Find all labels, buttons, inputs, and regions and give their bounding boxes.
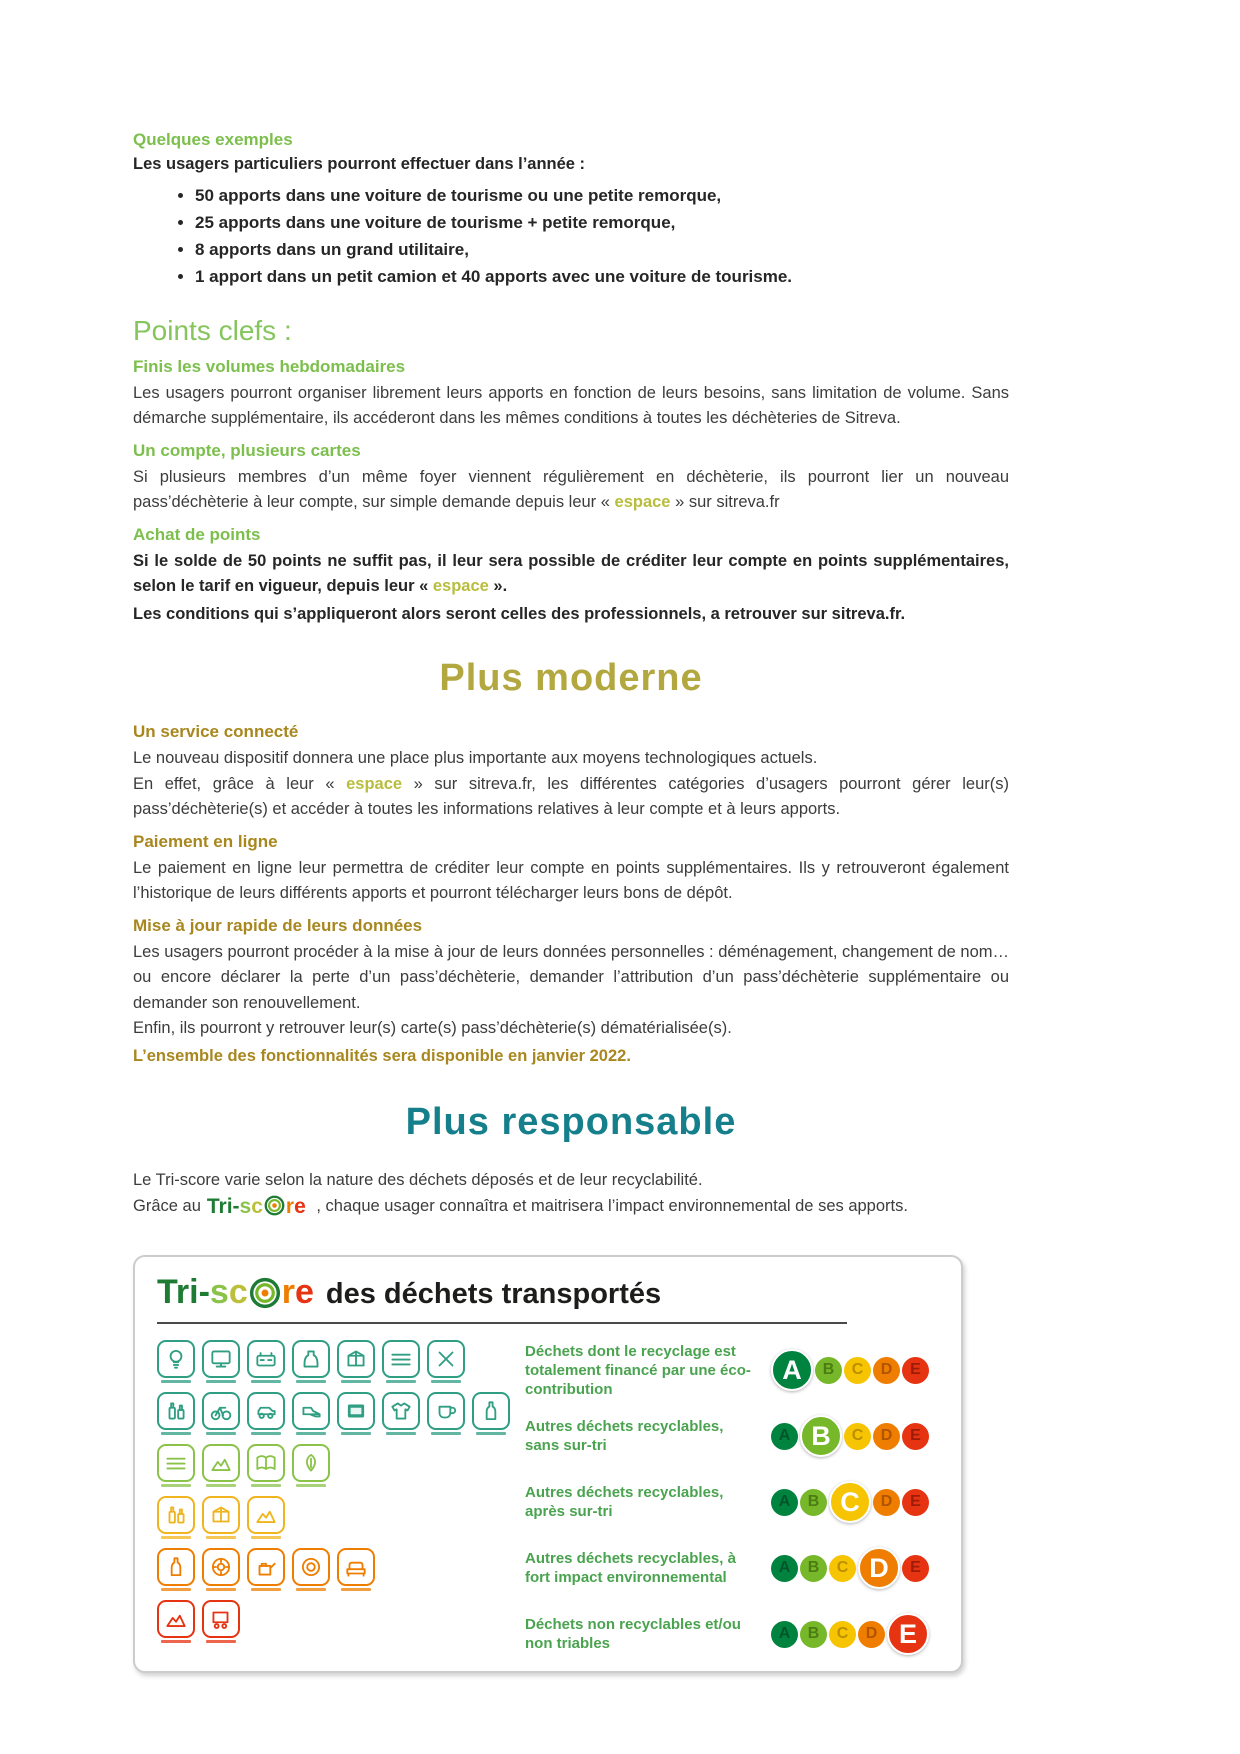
grade-c: C	[829, 1621, 856, 1648]
heading-plus-responsable: Plus responsable	[405, 1101, 737, 1143]
heading-plus-moderne: Plus moderne	[439, 657, 703, 699]
score-row-label: Autres déchets recyclables, après sur-tri	[525, 1484, 724, 1520]
paragraph-paiement: Le paiement en ligne leur permettra de créditer leur compte en points supplémentaires. Ils y retrouveront également l’historique de leurs différents apports et pourront télécharger leurs bons de dépôt.	[133, 858, 1009, 902]
triscore-target-icon	[249, 1277, 281, 1309]
triscore-logo-letter: s	[239, 1194, 252, 1218]
grade-e-active: E	[887, 1613, 929, 1655]
encombrants-icon	[202, 1600, 240, 1643]
triscore-logo-inline	[207, 1195, 306, 1218]
text-run: Grâce au	[133, 1196, 201, 1215]
score-row	[525, 1342, 939, 1398]
score-scale	[771, 1481, 939, 1523]
paragraph-grace-au-triscore	[133, 1194, 1009, 1220]
score-row	[525, 1408, 939, 1464]
subheading-service-connecte: Un service connecté	[133, 722, 299, 741]
text-run: En effet, grâce à leur «	[133, 774, 347, 793]
electromenager-icon	[337, 1392, 375, 1435]
grade-d-active: D	[858, 1547, 900, 1589]
produits-chimiques-icon	[157, 1496, 195, 1539]
icon-row	[157, 1340, 525, 1383]
espace-word: espace	[614, 493, 671, 511]
text-run: Si plusieurs membres d’un même foyer viennent régulièrement en déchèterie, ils pourront lier un nouveau pass’déchèterie à leur compte, sur simple demande depuis leur «	[133, 467, 1009, 511]
grade-a-active: A	[771, 1349, 813, 1391]
subheading-achat-de-points: Achat de points	[133, 524, 261, 544]
title-divider	[157, 1322, 847, 1324]
icon-row	[157, 1496, 525, 1539]
grade-d: D	[858, 1621, 885, 1648]
grade-e: E	[902, 1423, 929, 1450]
huile-vidange-icon	[247, 1548, 285, 1591]
grade-e: E	[902, 1555, 929, 1582]
score-row-label: Autres déchets recyclables, sans sur-tri	[525, 1418, 724, 1454]
paragraph-disponible-janvier: L’ensemble des fonctionnalités sera disponible en janvier 2022.	[133, 1046, 631, 1065]
paragraph-conditions-pros: Les conditions qui s’appliqueront alors seront celles des professionnels, a retrouver sur sitreva.fr.	[133, 604, 906, 623]
bullet-item: • 25 apports dans une voiture de tourisme + petite remorque,	[195, 210, 1009, 236]
grade-b: B	[800, 1555, 827, 1582]
triscore-logo	[157, 1273, 314, 1312]
score-row-label: Autres déchets recyclables, à fort impact environnemental	[525, 1550, 736, 1586]
paragraph-cartes-dematerialisees: Enfin, ils pourront y retrouver leur(s) carte(s) pass’déchèterie(s) dématérialisée(s).	[133, 1019, 732, 1037]
score-row	[525, 1606, 939, 1662]
grade-c: C	[844, 1357, 871, 1384]
score-scale	[771, 1613, 939, 1655]
carton-icon	[337, 1340, 375, 1383]
grade-a: A	[771, 1621, 798, 1648]
textile-icon	[382, 1392, 420, 1435]
jouet-icon	[247, 1392, 285, 1435]
triscore-logo-letter: c	[251, 1194, 263, 1218]
paragraph-dispositif: Le nouveau dispositif donnera une place plus importante aux moyens technologiques actuels.	[133, 749, 818, 767]
grade-d: D	[873, 1489, 900, 1516]
ecran-icon	[202, 1340, 240, 1383]
grade-b-active: B	[800, 1415, 842, 1457]
exemples-bullet-list	[133, 183, 1009, 290]
triscore-logo-letter: Tri-	[206, 1194, 240, 1218]
fut-icon	[202, 1548, 240, 1591]
exemples-intro: Les usagers particuliers pourront effectuer dans l’année :	[133, 155, 586, 173]
icon-row	[157, 1600, 525, 1643]
subheading-un-compte-plusieurs-cartes: Un compte, plusieurs cartes	[133, 440, 361, 460]
grade-d: D	[873, 1423, 900, 1450]
score-scale	[771, 1349, 939, 1391]
vegetaux-icon	[292, 1444, 330, 1487]
grade-c: C	[844, 1423, 871, 1450]
subheading-mise-a-jour: Mise à jour rapide de leurs données	[133, 915, 423, 935]
outillage-icon	[427, 1340, 465, 1383]
batterie-icon	[247, 1340, 285, 1383]
grade-a: A	[771, 1555, 798, 1582]
triscore-logo-letter: r	[285, 1194, 295, 1218]
page-content	[133, 128, 1009, 1673]
bullet-item: • 50 apports dans une voiture de tourisme ou une petite remorque,	[195, 183, 1009, 209]
matelas-icon	[382, 1340, 420, 1383]
triscore-logo-letter: Tri-	[157, 1273, 210, 1311]
ampoule-icon	[157, 1340, 195, 1383]
triscore-box-title-text: des déchets transportés	[325, 1278, 662, 1310]
triscore-logo-letter: r	[281, 1273, 295, 1311]
score-row	[525, 1474, 939, 1530]
bouteille-verre-icon	[472, 1392, 510, 1435]
dechets-ultimes-icon	[157, 1600, 195, 1643]
triscore-logo-letter: e	[294, 1194, 306, 1218]
text-run: » sur sitreva.fr	[670, 493, 780, 511]
platre-icon	[247, 1496, 285, 1539]
espace-word: espace	[346, 774, 403, 793]
bois-icon	[157, 1444, 195, 1487]
bullet-item: • 8 apports dans un grand utilitaire,	[195, 237, 1009, 263]
triscore-box-body	[157, 1340, 939, 1672]
paragraph-espace-sitreva	[133, 772, 1009, 823]
papiers-icon	[247, 1444, 285, 1487]
grade-a: A	[771, 1423, 798, 1450]
subheading-paiement-en-ligne: Paiement en ligne	[133, 831, 278, 851]
grade-a: A	[771, 1489, 798, 1516]
grade-c-active: C	[829, 1481, 871, 1523]
grade-b: B	[800, 1621, 827, 1648]
score-row-label: Déchets dont le recyclage est totalement financé par une éco-contribution	[525, 1342, 751, 1398]
icon-row	[157, 1548, 525, 1591]
paragraph-volumes: Les usagers pourront organiser librement leurs apports en fonction de leurs besoins, sans limitation de volume. Sans démarche supplémentaire, ils accéderont dans les mêmes conditions à toutes les déchèteries de Sitreva.	[133, 383, 1009, 427]
triscore-box-title	[157, 1273, 939, 1312]
text-run: , chaque usager connaîtra et maitrisera l’impact environnemental de ses apports.	[311, 1196, 908, 1215]
paragraph-donnees-personnelles: Les usagers pourront procéder à la mise à jour de leurs données personnelles : déménagement, changement de nom… ou encore déclarer la perte d’un pass’déchèterie, demander l’attribution d’un pass’déchèterie supplémentaire ou demander son renouvellement.	[133, 942, 1009, 1012]
score-scale	[771, 1415, 939, 1457]
paragraph-achat-points	[133, 549, 1009, 600]
paragraph-triscore-varie: Le Tri-score varie selon la nature des déchets déposés et de leur recyclabilité.	[133, 1171, 703, 1189]
score-row	[525, 1540, 939, 1596]
flaconnage-icon	[157, 1392, 195, 1435]
grade-c: C	[829, 1555, 856, 1582]
dechets-diffus-icon	[202, 1496, 240, 1539]
triscore-target-icon	[264, 1195, 285, 1216]
extincteur-icon	[157, 1548, 195, 1591]
text-run: ».	[488, 577, 508, 595]
grade-b: B	[815, 1357, 842, 1384]
grade-b: B	[800, 1489, 827, 1516]
mobilier-icon	[337, 1548, 375, 1591]
heading-points-clefs: Points clefs :	[133, 314, 292, 346]
grade-e: E	[902, 1489, 929, 1516]
bouteille-gaz-icon	[292, 1340, 330, 1383]
espace-word: espace	[432, 577, 489, 595]
triscore-logo-letter: e	[294, 1273, 314, 1311]
text-run: Si le solde de 50 points ne suffit pas, il leur sera possible de créditer leur compte en points supplémentaires, selon le tarif en vigueur, depuis leur «	[133, 551, 1009, 595]
triscore-logo-letter: c	[228, 1273, 248, 1311]
icon-row	[157, 1444, 525, 1487]
paragraph-un-compte	[133, 465, 1009, 516]
heading-quelques-exemples: Quelques exemples	[133, 130, 293, 149]
text-run: » sur sitreva.fr, les différentes catégories d’usagers pourront gérer leur(s) pass’déchèterie(s) et accéder à toutes les informations relatives à leur compte et à leurs apports.	[133, 774, 1009, 818]
score-row-label: Déchets non recyclables et/ou non triables	[525, 1616, 741, 1652]
velo-icon	[202, 1392, 240, 1435]
pneu-icon	[292, 1548, 330, 1591]
triscore-rows	[525, 1340, 939, 1672]
icon-row	[157, 1392, 525, 1435]
triscore-icon-grid	[157, 1340, 525, 1672]
grade-d: D	[873, 1357, 900, 1384]
subheading-finis-les-volumes: Finis les volumes hebdomadaires	[133, 356, 406, 376]
grade-e: E	[902, 1357, 929, 1384]
gravats-icon	[202, 1444, 240, 1487]
chaussures-icon	[292, 1392, 330, 1435]
bullet-item: • 1 apport dans un petit camion et 40 apports avec une voiture de tourisme.	[195, 264, 1009, 290]
triscore-logo-letter: s	[209, 1273, 229, 1311]
triscore-box	[133, 1255, 963, 1673]
vaisselle-icon	[427, 1392, 465, 1435]
score-scale	[771, 1547, 939, 1589]
